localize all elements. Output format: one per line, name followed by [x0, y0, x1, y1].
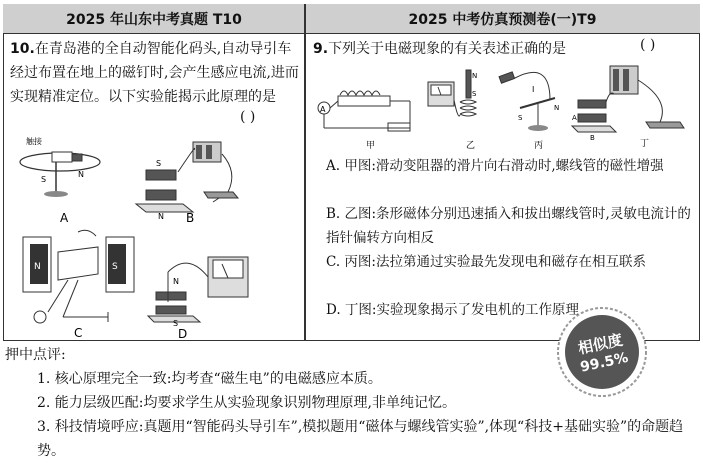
svg-text:N: N	[173, 277, 179, 286]
figure-ding	[572, 66, 684, 149]
left-column-header: 2025 年山东中考真题 T10	[3, 4, 305, 34]
label-c: C	[74, 326, 83, 340]
label-yi: 乙	[466, 141, 476, 151]
figure-bing	[499, 72, 559, 151]
svg-text:N: N	[34, 262, 41, 272]
stamp-line-1: 相似度	[576, 330, 625, 358]
svg-text:N: N	[472, 72, 478, 80]
label-jia: 甲	[366, 141, 376, 151]
figure-yi	[428, 70, 477, 151]
stamp-line-2: 99.5%	[578, 349, 630, 376]
review-point-1: 1. 核心原理完全一致:均考查“磁生电”的电磁感应本质。	[37, 371, 382, 387]
question-9-figures	[310, 60, 698, 152]
svg-text:A: A	[572, 114, 577, 122]
question-10-text: 在青岛港的全自动智能化码头,自动导引车经过布置在地上的磁钉时,会产生感应电流,进而实现精准定位。以下实验能揭示此原理的是	[10, 41, 299, 105]
question-10	[10, 37, 300, 109]
label-b: B	[186, 211, 195, 225]
figure-d	[148, 257, 248, 341]
option-d: D. 丁图:实验现象揭示了发电机的工作原理	[326, 302, 579, 318]
svg-text:S: S	[173, 319, 179, 328]
label-d: D	[178, 327, 188, 341]
svg-text:N: N	[158, 212, 164, 221]
svg-text:N: N	[554, 104, 560, 112]
question-9-text: 下列关于电磁现象的有关表述正确的是	[328, 41, 567, 57]
svg-text:S: S	[518, 114, 523, 122]
column-divider	[304, 4, 306, 341]
svg-text:N: N	[78, 170, 84, 179]
review-point-2: 2. 能力层级匹配:均要求学生从实验现象识别物理原理,非单纯记忆。	[37, 395, 456, 411]
label-a: A	[60, 211, 69, 225]
question-9	[313, 37, 693, 61]
option-b: B. 乙图:条形磁体分别迅速插入和拔出螺线管时,灵敏电流计的指针偏转方向相反	[326, 206, 691, 246]
review-title: 押中点评:	[5, 347, 66, 363]
question-10-number: 10.	[10, 41, 35, 57]
question-9-number: 9.	[313, 41, 329, 57]
option-a: A. 甲图:滑动变阻器的滑片向右滑动时,螺线管的磁性增强	[326, 158, 664, 174]
label-touch: 触接	[26, 137, 42, 146]
question-10-answer-blank: ( )	[240, 109, 256, 125]
similarity-stamp	[555, 305, 650, 400]
figure-a	[20, 136, 100, 225]
svg-text:S: S	[41, 175, 47, 184]
label-bing: 丙	[534, 141, 544, 151]
svg-text:I: I	[532, 85, 535, 94]
option-c: C. 丙图:法拉第通过实验最先发现电和磁存在相互联系	[326, 254, 646, 270]
figure-c	[23, 230, 134, 340]
right-column-header: 2025 中考仿真预测卷(一)T9	[305, 4, 700, 34]
figure-jia	[318, 91, 410, 151]
svg-text:S: S	[472, 90, 477, 98]
svg-text:A: A	[320, 105, 326, 114]
svg-text:B: B	[590, 134, 595, 142]
question-9-answer-blank: ( )	[640, 37, 656, 53]
svg-text:S: S	[112, 262, 118, 272]
svg-text:S: S	[156, 159, 162, 168]
review-point-3: 3. 科技情境呼应:真题用“智能码头导引车”,模拟题用“磁体与螺线管实验”,体现“科技+基础实验”的命题趋势。	[37, 419, 684, 459]
figure-b	[136, 142, 238, 225]
label-ding: 丁	[640, 139, 650, 149]
question-10-figures	[8, 132, 304, 342]
